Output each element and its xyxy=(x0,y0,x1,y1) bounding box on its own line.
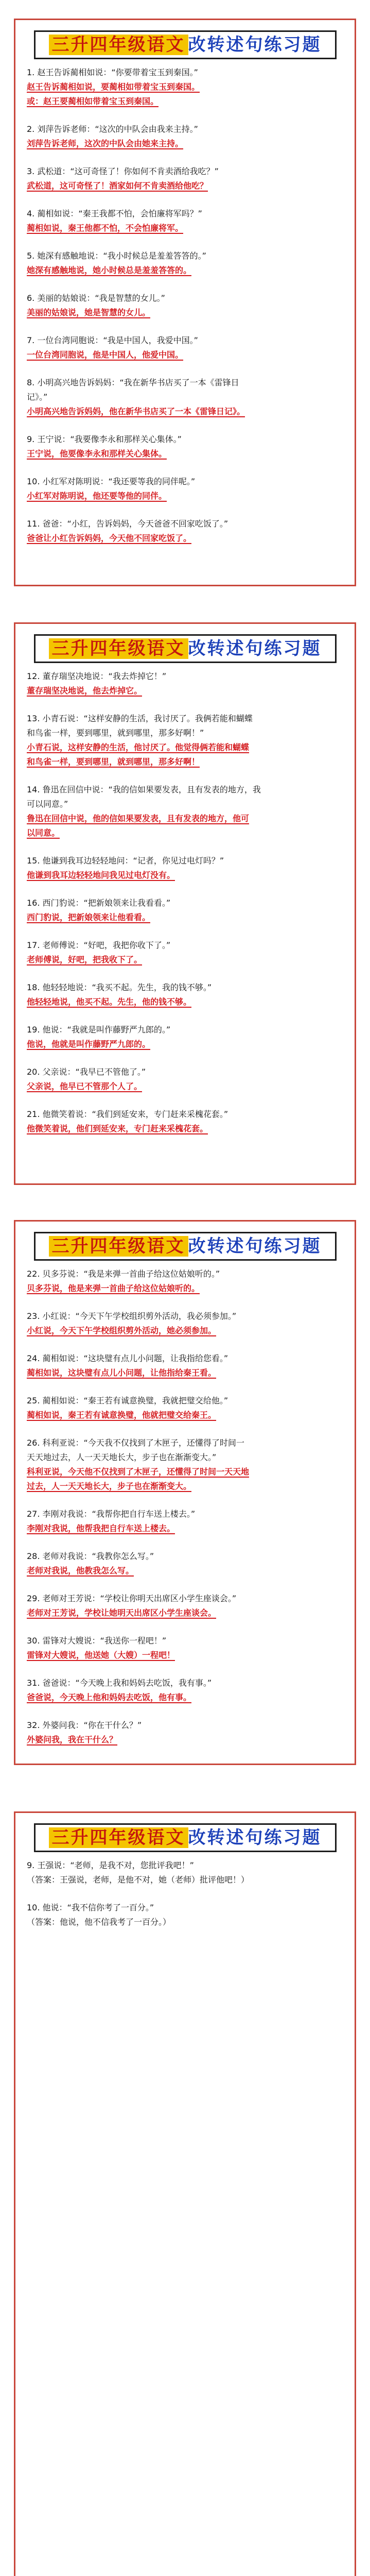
question-line: 7. 一位台湾同胞说：“我是中国人，我爱中国。” xyxy=(27,335,198,345)
answer-line-text: （答案：他说，他不信我考了一百分。） xyxy=(27,1917,171,1927)
answer-text xyxy=(27,995,343,1009)
answer-line xyxy=(27,755,343,769)
question-line: 14. 鲁迅在回信中说：“我的信如果要发表，且有发表的地方，我 xyxy=(27,785,261,794)
answer-line xyxy=(27,489,343,503)
answer-line-text: 武松道，这可奇怪了！酒家如何不肯卖酒给他吃？ xyxy=(27,181,208,191)
exercise-item xyxy=(27,980,343,1009)
answer-line xyxy=(27,1648,343,1663)
answer-line-text: 李刚对我说，他帮我把自行车送上楼去。 xyxy=(27,1523,175,1533)
answer-line-text: 西门豹说，把新娘领来让他看看。 xyxy=(27,912,151,922)
answer-line-text: 以同意。 xyxy=(27,828,60,838)
answer-line-text: 赵王告诉蔺相如说，要蔺相如带着宝玉到秦国。 xyxy=(27,82,200,92)
question-text xyxy=(27,1507,343,1521)
answer-text xyxy=(27,1079,343,1094)
item-list xyxy=(15,56,355,546)
exercise-item xyxy=(27,1065,343,1094)
exercise-item xyxy=(27,517,343,546)
answer-line-text: 和鸟雀一样，要到哪里，就到哪里，那多好啊！ xyxy=(27,757,200,767)
question-text xyxy=(27,65,343,80)
answer-text xyxy=(27,179,343,193)
answer-line-text: 董存瑞坚决地说，他去炸掉它。 xyxy=(27,686,143,696)
question-line: 16. 西门豹说：“把新娘领来让我看看。” xyxy=(27,898,171,908)
question-line: 30. 雷锋对大嫂说：“我送你一程吧！” xyxy=(27,1636,167,1646)
answer-line xyxy=(27,1122,343,1136)
exercise-card-3 xyxy=(14,1220,356,1765)
exercise-item xyxy=(27,938,343,967)
answer-line-text: 或：赵王要蔺相如带着宝玉到秦国。 xyxy=(27,96,159,106)
answer-text xyxy=(27,404,343,419)
title-rest: 改转述句练习题 xyxy=(188,1236,322,1257)
answer-line-text: 他谦到我耳边轻轻地问我见过电灯没有。 xyxy=(27,870,175,880)
question-text xyxy=(27,122,343,137)
answer-line xyxy=(27,910,343,925)
question-text xyxy=(27,376,343,404)
question-line: 1. 赵王告诉蔺相如说：“你要带着宝玉到秦国。” xyxy=(27,67,198,77)
answer-line xyxy=(27,80,343,94)
question-line: 23. 小红说：“今天下午学校组织剪外活动，我必须参加。” xyxy=(27,1311,237,1321)
question-text xyxy=(27,1309,343,1324)
question-text xyxy=(27,1023,343,1037)
answer-line-text: 他微笑着说，他们到延安来，专门赶来采槐花套。 xyxy=(27,1124,208,1133)
exercise-item xyxy=(27,1107,343,1136)
question-line: 9. 王强说：“老师，是我不对，您批评我吧！” xyxy=(27,1860,194,1870)
card-title xyxy=(15,624,355,660)
answer-line-text: 一位台湾同胞说，他是中国人，他爱中国。 xyxy=(27,350,184,360)
answer-text xyxy=(27,1408,343,1422)
answer-line xyxy=(27,1324,343,1338)
exercise-card-1 xyxy=(14,19,356,586)
exercise-item xyxy=(27,1507,343,1536)
exercise-item xyxy=(27,1267,343,1296)
question-text xyxy=(27,1394,343,1408)
answer-line-text: 老师对我说，他教我怎么写。 xyxy=(27,1566,134,1575)
question-text xyxy=(27,711,343,740)
exercise-item xyxy=(27,1351,343,1380)
exercise-item xyxy=(27,1858,343,1887)
answer-line xyxy=(27,684,343,698)
answer-text xyxy=(27,1366,343,1380)
title-rest: 改转述句练习题 xyxy=(188,1827,322,1848)
question-text xyxy=(27,333,343,348)
answer-text xyxy=(27,910,343,925)
answer-text xyxy=(27,868,343,883)
answer-line-text: 外婆问我，我在干什么？ xyxy=(27,1735,118,1744)
answer-line-text: 王宁说，他要像李永和那样关心集体。 xyxy=(27,449,167,459)
answer-line-text: 刘萍告诉老师，这次的中队会由她来主持。 xyxy=(27,139,184,148)
question-text xyxy=(27,1549,343,1564)
answer-line-text: 蔺相如说，秦王他都不怕，不会怕廉将军。 xyxy=(27,223,184,233)
answer-line-text: 他说，他就是叫作藤野严九郎的。 xyxy=(27,1039,151,1049)
answer-text xyxy=(27,1465,343,1494)
question-line: 15. 他谦到我耳边轻轻地问：“记者，你见过电灯吗？” xyxy=(27,856,224,866)
question-text xyxy=(27,432,343,447)
answer-line-text: 爸爸让小红告诉妈妈，今天他不回家吃饭了。 xyxy=(27,533,192,543)
answer-text xyxy=(27,740,343,769)
exercise-item xyxy=(27,1901,343,1929)
title-rest: 改转述句练习题 xyxy=(188,638,322,659)
question-line: 可以同意。” xyxy=(27,799,68,809)
question-line: 3. 武松道：“这可奇怪了！你如何不肯卖酒给我吃？” xyxy=(27,166,219,176)
card-title xyxy=(15,1222,355,1258)
card-title xyxy=(15,1813,355,1849)
answer-line xyxy=(27,1606,343,1620)
question-line: 31. 爸爸说：“今天晚上我和妈妈去吃饭，我有事。” xyxy=(27,1678,212,1688)
exercise-item xyxy=(27,1591,343,1620)
answer-text xyxy=(27,1564,343,1578)
item-list xyxy=(15,1258,355,1747)
answer-line-text: 小明高兴地告诉妈妈，他在新华书店买了一本《雷锋日记》。 xyxy=(27,406,245,416)
question-text xyxy=(27,474,343,489)
question-line: 记》。” xyxy=(27,392,48,402)
answer-line xyxy=(27,1733,343,1747)
answer-line xyxy=(27,137,343,151)
answer-text xyxy=(27,137,343,151)
exercise-item xyxy=(27,1549,343,1578)
exercise-item xyxy=(27,783,343,840)
question-line: 5. 她深有感触地说：“我小时候总是羞羞答答的。” xyxy=(27,251,206,261)
answer-line xyxy=(27,531,343,546)
answer-text xyxy=(27,80,343,109)
answer-line xyxy=(27,1281,343,1296)
answer-line xyxy=(27,1873,343,1887)
question-text xyxy=(27,1858,343,1873)
question-line: 21. 他微笑着说：“我们到延安来，专门赶来采槐花套。” xyxy=(27,1109,228,1119)
title-highlight: 三升四年级语文 xyxy=(49,638,188,659)
answer-line xyxy=(27,1690,343,1705)
answer-line-text: 他轻轻地说，他买不起。先生，他的钱不够。 xyxy=(27,997,192,1007)
exercise-item xyxy=(27,291,343,320)
answer-line xyxy=(27,447,343,461)
answer-line xyxy=(27,1408,343,1422)
answer-text xyxy=(27,1648,343,1663)
answer-line-text: 小青石说，这样安静的生活，他讨厌了。他觉得俩若能和蝴蝶 xyxy=(27,742,250,752)
answer-text xyxy=(27,953,343,967)
exercise-item xyxy=(27,1309,343,1338)
question-line: 19. 他说：“我就是叫作藤野严九郎的。” xyxy=(27,1025,171,1035)
question-text xyxy=(27,1107,343,1122)
answer-line xyxy=(27,868,343,883)
question-line: 32. 外婆问我：“你在干什么？” xyxy=(27,1720,142,1730)
question-line: 20. 父亲说：“我早已不管他了。” xyxy=(27,1067,146,1077)
question-line: 27. 李刚对我说：“我帮你把自行车送上楼去。” xyxy=(27,1509,196,1519)
answer-text xyxy=(27,811,343,840)
exercise-item xyxy=(27,1676,343,1705)
question-line: 29. 老师对王芳说：“学校让你明天出席区小学生座谈会。” xyxy=(27,1594,237,1603)
question-text xyxy=(27,938,343,953)
exercise-item xyxy=(27,249,343,278)
question-line: 10. 小红军对陈明说：“我还要等我的同伴呢。” xyxy=(27,477,196,486)
answer-text xyxy=(27,684,343,698)
question-text xyxy=(27,249,343,263)
question-text xyxy=(27,1676,343,1690)
question-line: 和鸟雀一样，要到哪里，就到哪里，那多好啊！” xyxy=(27,728,204,738)
card-title xyxy=(15,20,355,56)
answer-line-text: 蔺相如说，秦王若有诚意换璧，他就把璧交给秦王。 xyxy=(27,1410,217,1420)
answer-text xyxy=(27,489,343,503)
exercise-item xyxy=(27,376,343,419)
answer-line xyxy=(27,348,343,362)
answer-line xyxy=(27,995,343,1009)
answer-line xyxy=(27,1915,343,1929)
answer-line-text: 科利亚说，今天他不仅找到了木匣子，还懂得了时间一天天地 xyxy=(27,1467,250,1477)
answer-line xyxy=(27,1479,343,1494)
item-list xyxy=(15,660,355,1136)
question-line: 9. 王宁说：“我要像李永和那样关心集体。” xyxy=(27,434,182,444)
answer-text xyxy=(27,1037,343,1052)
answer-line xyxy=(27,811,343,826)
question-text xyxy=(27,1591,343,1606)
question-line: 18. 他轻轻地说：“我买不起。先生，我的钱不够。” xyxy=(27,982,212,992)
answer-line xyxy=(27,826,343,840)
question-line: 6. 美丽的姑娘说：“我是智慧的女儿。” xyxy=(27,293,165,303)
answer-text xyxy=(27,1324,343,1338)
exercise-item xyxy=(27,164,343,193)
question-text xyxy=(27,1718,343,1733)
answer-line xyxy=(27,94,343,109)
answer-text xyxy=(27,1521,343,1536)
answer-line-text: 她深有感触地说，她小时候总是羞羞答答的。 xyxy=(27,265,192,275)
answer-text xyxy=(27,1281,343,1296)
exercise-item xyxy=(27,1023,343,1052)
answer-text xyxy=(27,531,343,546)
answer-line xyxy=(27,221,343,235)
answer-line xyxy=(27,1366,343,1380)
question-text xyxy=(27,291,343,306)
answer-line-text: （答案：王强说，老师，是他不对，她（老师）批评他吧！） xyxy=(27,1875,250,1885)
answer-text xyxy=(27,221,343,235)
question-line: 17. 老师傅说：“好吧，我把你收下了。” xyxy=(27,940,171,950)
title-highlight: 三升四年级语文 xyxy=(49,35,188,55)
answer-line-text: 过去，人一天天地长大，步子也在渐渐变大。 xyxy=(27,1481,192,1491)
title-rest: 改转述句练习题 xyxy=(188,35,322,55)
question-line: 11. 爸爸：“小红，告诉妈妈，今天爸爸不回家吃饭了。” xyxy=(27,519,228,529)
answer-line-text: 爸爸说，今天晚上他和妈妈去吃饭，他有事。 xyxy=(27,1692,192,1702)
exercise-item xyxy=(27,207,343,235)
question-text xyxy=(27,207,343,221)
question-line: 28. 老师对我说：“我教你怎么写。” xyxy=(27,1551,154,1561)
answer-line xyxy=(27,306,343,320)
question-line: 8. 小明高兴地告诉妈妈：“我在新华书店买了一本《雷锋日 xyxy=(27,378,239,387)
exercise-item xyxy=(27,711,343,769)
question-line: 13. 小青石说：“这样安静的生活，我讨厌了。我俩若能和蝴蝶 xyxy=(27,714,253,723)
answer-line xyxy=(27,1037,343,1052)
question-text xyxy=(27,980,343,995)
exercise-item xyxy=(27,854,343,883)
exercise-item xyxy=(27,474,343,503)
answer-line-text: 雷锋对大嫂说，他送她（大嫂）一程吧！ xyxy=(27,1650,175,1660)
exercise-item xyxy=(27,669,343,698)
answer-line-text: 老师对王芳说，学校让她明天出席区小学生座谈会。 xyxy=(27,1608,217,1618)
answer-line xyxy=(27,1079,343,1094)
question-line: 24. 蔺相如说：“这块璧有点儿小问题，让我指给您看。” xyxy=(27,1353,228,1363)
question-text xyxy=(27,669,343,684)
answer-line-text: 小红说，今天下午学校组织剪外活动，她必须参加。 xyxy=(27,1326,217,1335)
exercise-item xyxy=(27,1394,343,1422)
title-highlight: 三升四年级语文 xyxy=(49,1827,188,1848)
exercise-item xyxy=(27,896,343,925)
answer-line xyxy=(27,740,343,755)
question-text xyxy=(27,1065,343,1079)
exercise-item xyxy=(27,333,343,362)
answer-line xyxy=(27,404,343,419)
question-text xyxy=(27,1901,343,1915)
question-text xyxy=(27,1634,343,1648)
question-text xyxy=(27,896,343,910)
item-list xyxy=(15,1849,355,1929)
question-text xyxy=(27,1436,343,1465)
answer-line-text: 小红军对陈明说，他还要等他的同伴。 xyxy=(27,491,167,501)
exercise-item xyxy=(27,432,343,461)
exercise-card-4 xyxy=(14,1811,356,2576)
answer-text xyxy=(27,1733,343,1747)
answer-line-text: 美丽的姑娘说，她是智慧的女儿。 xyxy=(27,308,151,317)
question-line: 25. 蔺相如说：“秦王若有诚意换璧，我就把璧交给他。” xyxy=(27,1396,228,1405)
answer-line xyxy=(27,263,343,278)
question-text xyxy=(27,854,343,868)
answer-text xyxy=(27,348,343,362)
answer-line-text: 老师傅说，好吧，把我收下了。 xyxy=(27,955,143,964)
exercise-item xyxy=(27,1436,343,1494)
answer-line xyxy=(27,179,343,193)
answer-line-text: 鲁迅在回信中说，他的信如果要发表，且有发表的地方，他可 xyxy=(27,814,250,823)
exercise-item xyxy=(27,1718,343,1747)
answer-line xyxy=(27,1564,343,1578)
answer-text xyxy=(27,306,343,320)
answer-line-text: 蔺相如说，这块璧有点儿小问题，让他指给秦王看。 xyxy=(27,1368,217,1378)
answer-text xyxy=(27,1873,343,1887)
answer-text xyxy=(27,263,343,278)
question-line: 2. 刘萍告诉老师：“这次的中队会由我来主持。” xyxy=(27,124,198,134)
answer-text xyxy=(27,1690,343,1705)
title-highlight: 三升四年级语文 xyxy=(49,1236,188,1257)
question-line: 26. 科利亚说：“今天我不仅找到了木匣子，还懂得了时间一 xyxy=(27,1438,244,1448)
question-line: 天天地过去，人一天天地长大，步子也在渐渐变大。” xyxy=(27,1452,217,1462)
question-line: 4. 蔺相如说：“秦王我都不怕，会怕廉将军吗？” xyxy=(27,209,202,218)
exercise-item xyxy=(27,1634,343,1663)
question-text xyxy=(27,1351,343,1366)
question-text xyxy=(27,517,343,531)
answer-line xyxy=(27,1521,343,1536)
question-text xyxy=(27,1267,343,1281)
answer-line xyxy=(27,953,343,967)
answer-text xyxy=(27,1915,343,1929)
exercise-item xyxy=(27,122,343,151)
question-line: 10. 他说：“我不信你考了一百分。” xyxy=(27,1903,154,1912)
answer-text xyxy=(27,447,343,461)
answer-text xyxy=(27,1122,343,1136)
question-text xyxy=(27,783,343,811)
answer-line-text: 贝多芬说，他是来弹一首曲子给这位姑娘听的。 xyxy=(27,1283,200,1293)
question-line: 12. 董存瑞坚决地说：“我去炸掉它！” xyxy=(27,671,167,681)
answer-line xyxy=(27,1465,343,1479)
question-line: 22. 贝多芬说：“我是来弹一首曲子给这位姑娘听的。” xyxy=(27,1269,220,1279)
exercise-card-2 xyxy=(14,622,356,1185)
question-text xyxy=(27,164,343,179)
answer-text xyxy=(27,1606,343,1620)
answer-line-text: 父亲说，他早已不管那个人了。 xyxy=(27,1081,143,1091)
exercise-item xyxy=(27,65,343,109)
